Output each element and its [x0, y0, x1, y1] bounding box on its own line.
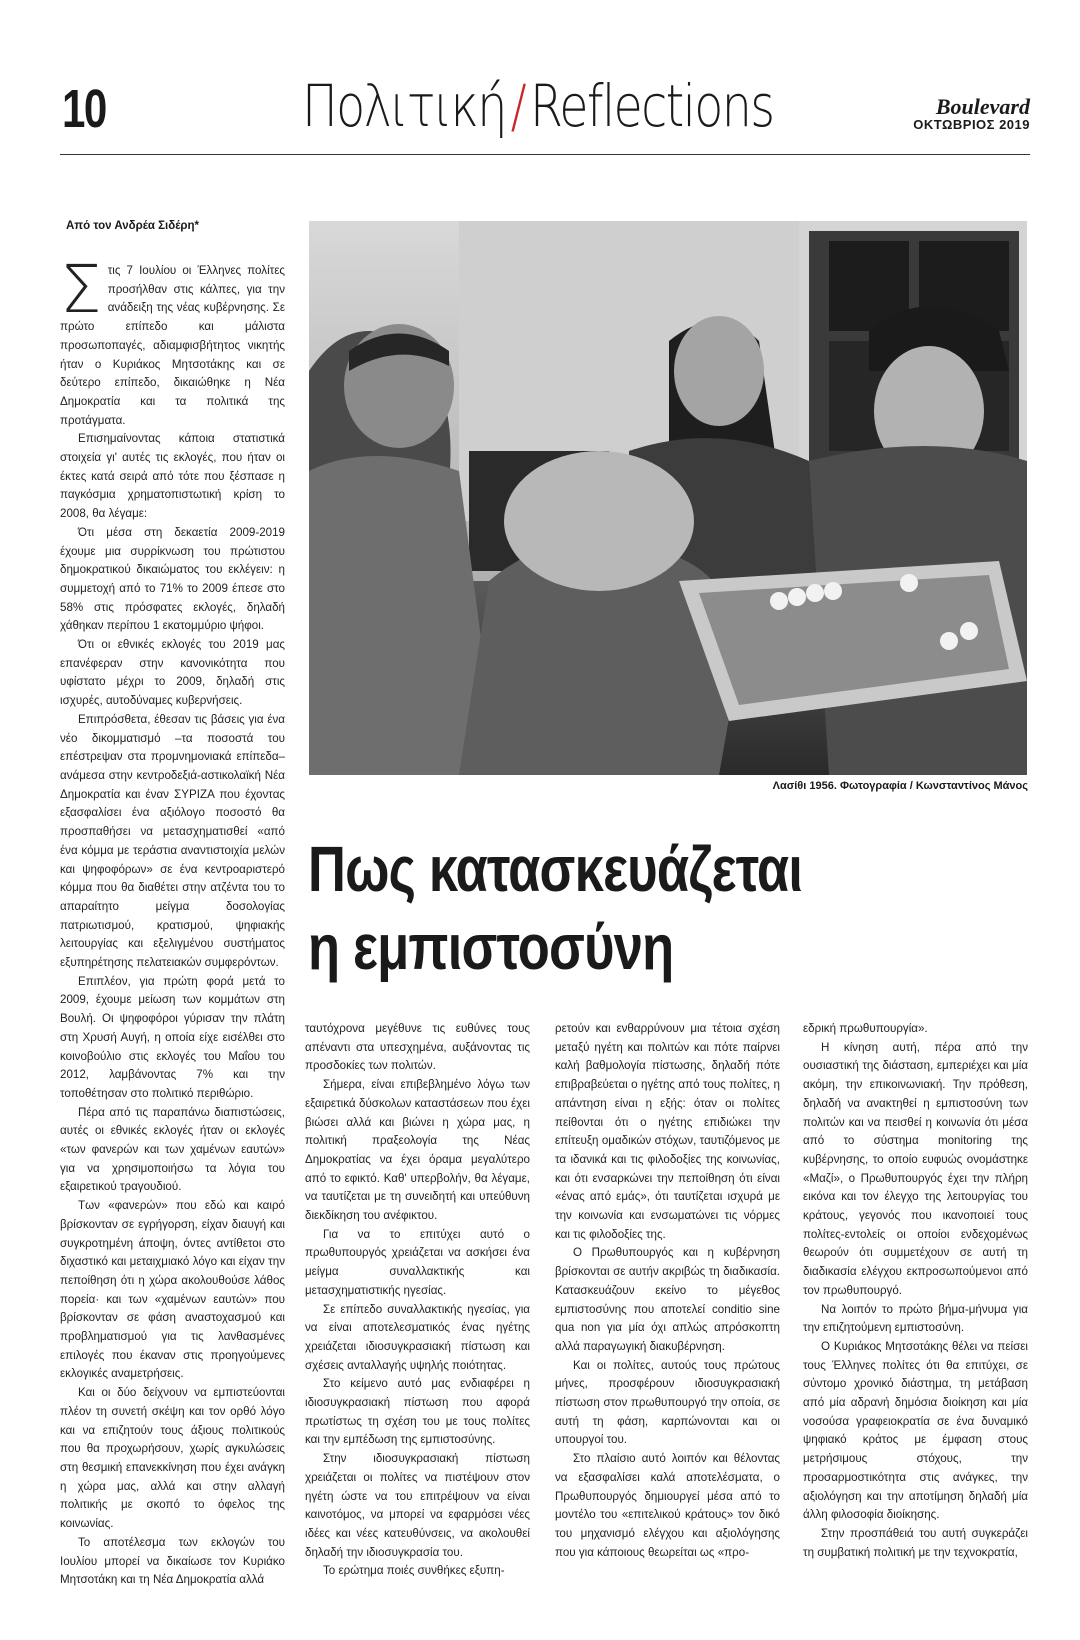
issue-date: ΟΚΤΩΒΡΙΟΣ 2019 — [913, 117, 1030, 132]
page-header — [0, 0, 1080, 160]
masthead-brand — [913, 94, 1030, 132]
section-title-english: Reflections — [529, 72, 774, 140]
section-title — [302, 72, 773, 140]
article-photo — [309, 221, 1027, 775]
paragraph: Ο Κυριάκος Μητσοτάκης θέλει να πείσει τους Έλληνες πολίτες ότι θα επιτύχει, σε σύντομο χρονικό διάστημα, τη μετάβαση από μία αδρανή δημόσια διοίκηση και μία νοσούσα γραφειοκρατία σε ένα δυναμικό ψηφιακό κράτος με έμφαση στους μετρήσιμους στόχους, την προσαρμοστικότητα στις ανάγκες, την αξιολόγηση και την αποτίμηση δηλαδή μία άλλη φιλοσοφία διοίκησης. — [803, 1339, 1028, 1522]
paragraph: Σήμερα, είναι επιβεβλημένο λόγω των εξαιρετικά δύσκολων καταστάσεων που έχει βιώσει αλλά και βιώνει η χώρα μας, η πολιτική πραξεολογία της Νέας Δημοκρατίας να έχει όραμα μεγαλύτερο από το εφικτό. Καθ' υπερβολήν, θα λέγαμε, να ταυτίζεται με τη συνειδητή και υπεύθυνη διεκδίκηση του ανέφικτου. — [305, 1078, 530, 1223]
paragraph: ταυτόχρονα μεγέθυνε τις ευθύνες τους απέναντι στα υπεσχημένα, αυξάνοντας τις προσδοκίες των πολιτών. — [305, 1022, 530, 1073]
page-number: 10 — [62, 79, 106, 139]
paragraph: Και οι πολίτες, αυτούς τους πρώτους μήνες, προσφέρουν ιδιοσυγκρασιακή πίστωση στον πρωθυπουργό την οποία, σε αυτή τη φάση, καρπώνονται και οι υπουργοί του. — [555, 1358, 780, 1447]
paragraph: Επιπρόσθετα, έθεσαν τις βάσεις για ένα νέο δικομματισμό –τα ποσοστά του επέστρεψαν στα προμνημονιακά επίπεδα– ανάμεσα στην κεντροδεξιά-αστικολαϊκή Νέα Δημοκρατία και έναν ΣΥΡΙΖΑ που έχοντας εξασφαλίσει ένα αξιόλογο ποσοστό θα προσπαθήσει να μετασχηματισθεί «από ένα κόμμα με τεράστια αναντιστοιχία μελών και ψηφοφόρων» σε ένα κεντροαριστερό κόμμα που θα διαθέτει στην ατζέντα του το απαραίτητο μείγμα δοσολογίας πατριωτισμού, κρατισμού, ψηφιακής λειτουργίας και εξελιγμένου συστήματος εξυπηρέτησης πελατειακών συμφερόντων. — [60, 712, 285, 970]
section-title-greek: Πολιτική — [302, 72, 506, 140]
paragraph: Στην ιδιοσυγκρασιακή πίστωση χρειάζεται οι πολίτες να πιστέψουν στον ηγέτη ώστε να του επιτρέψουν να είναι καινοτόμος, να μπορεί να εφαρμόσει νέες ιδέες και νέες κατευθύνσεις, να ακολουθεί δηλαδή την ιδιοσυγκρασία του. — [305, 1452, 530, 1559]
paragraph: Στην προσπάθειά του αυτή συγκεράζει τη συμβατική πολιτική με την τεχνοκρατία, — [803, 1526, 1028, 1559]
paragraph: Πέρα από τις παραπάνω διαπιστώσεις, αυτές οι εθνικές εκλογές ήταν οι εκλογές «των φανερών και των χαμένων εαυτών» για να χρησιμοποιήσω τα λόγια του εξαιρετικού τραγουδιού. — [60, 1105, 285, 1194]
article-column-1 — [60, 251, 285, 1590]
paragraph: Το αποτέλεσμα των εκλογών του Ιουλίου μπορεί να δικαίωσε τον Κυριάκο Μητσοτάκη και τη Νέα Δημοκρατία αλλά — [60, 1535, 285, 1587]
paragraph: Το ερώτημα ποιές συνθήκες εξυπη- — [323, 1564, 505, 1578]
paragraph: Ότι μέσα στη δεκαετία 2009-2019 έχουμε μια συρρίκνωση του πρώτιστου δημοκρατικού δικαιώματος του εκλέγειν: η συμμετοχή από το 71% το 2009 έπεσε στο 58% στις πρόσφατες εκλογές, δηλαδή χάθηκαν περίπου 1 εκατομμύριο ψήφοι. — [60, 525, 285, 633]
paragraph: Επιπλέον, για πρώτη φορά μετά το 2009, έχουμε μείωση των κομμάτων στη Βουλή. Οι ψηφοφόροι γύρισαν την πλάτη στη Χρυσή Αυγή, η οποία είχε εισέλθει στο κοινοβούλιο στις εκλογές του Μαΐου του 2012, λαμβάνοντας 7% και την τοποθέτησαν στο πολιτικό περιθώριο. — [60, 974, 285, 1100]
paragraph: ρετούν και ενθαρρύνουν μια τέτοια σχέση μεταξύ ηγέτη και πολιτών και πότε παίρνει καλή βαθμολογία πίστωσης, δηλαδή πότε επιβραβεύεται ο ηγέτης από τους πολίτες, η απάντηση είναι η εξής: όταν οι πολίτες πείθονται ότι ο ηγέτης επιδιώκει την επίτευξη ομαδικών στόχων, ταυτιζόμενος με τα ιδανικά και τις φιλοδοξίες της κοινωνίας, και ότι ενσαρκώνει την πεποίθηση ότι είναι «ένας από εμάς», ότι ταυτίζεται ισχυρά με την κοινωνία και ενσωματώνει τις νόρμες και τις φιλοδοξίες της. — [555, 1022, 780, 1241]
paragraph: Σε επίπεδο συναλλακτικής ηγεσίας, για να είναι αποτελεσματικός ένας ηγέτης χρειάζεται ιδιοσυγκρασιακή πίστωση και σχέσεις ανταλλαγής υψηλής ποιότητας. — [305, 1302, 530, 1372]
photo-backgammon-players — [309, 221, 1027, 775]
drop-cap: Σ — [60, 251, 102, 328]
brand-name: Boulevard — [935, 94, 1030, 119]
headline-line-1: Πως κατασκευάζεται — [308, 833, 803, 905]
byline: Από τον Ανδρέα Σιδέρη* — [66, 220, 200, 232]
article-column-2 — [305, 1020, 530, 1581]
article-headline — [308, 830, 802, 986]
article-column-3 — [555, 1020, 780, 1562]
photo-caption: Λασίθι 1956. Φωτογραφία / Κωνσταντίνος Μάνος — [772, 780, 1028, 792]
header-rule — [60, 154, 1030, 155]
paragraph: Στο κείμενο αυτό μας ενδιαφέρει η ιδιοσυγκρασιακή πίστωση που αφορά πρωτίστως τη σχέση του με τους πολίτες και την εμπέδωση της εμπιστοσύνης. — [305, 1377, 530, 1447]
paragraph: εδρική πρωθυπουργία». — [803, 1022, 928, 1035]
paragraph: Ότι οι εθνικές εκλογές του 2019 μας επανέφεραν στην κανονικότητα που υφίστατο μέχρι το 2009, δηλαδή στις ισχυρές, αυτοδύναμες κυβερνήσεις. — [60, 638, 285, 708]
paragraph: Των «φανερών» που εδώ και καιρό βρίσκονταν σε εγρήγορση, είχαν διαυγή και συγκροτημένη άποψη, όντες αντίθετοι στο διχαστικό και μεταιχμιακό λόγο και είχαν την πεποίθηση ότι η χώρα ακολουθούσε λάθος πορεία· και των «χαμένων εαυτών» που βρίσκονταν σε φάση αναστοχασμού και προβληματισμού για τις λανθασμένες επιλογές που έκαναν στις προηγούμενες εκλογικές αναμετρήσεις. — [60, 1199, 285, 1381]
article-column-4 — [803, 1020, 1028, 1562]
section-separator: / — [510, 72, 526, 140]
paragraph: Στο πλαίσιο αυτό λοιπόν και θέλοντας να εξασφαλίσει καλά αποτελέσματα, ο Πρωθυπουργός δημιουργεί μέσα από το μοντέλο του «επιτελικού κράτους» τον δικό του μηχανισμό ελέγχου και αξιολόγησης που για κάποιους θεωρείται ως «προ- — [555, 1452, 780, 1559]
paragraph: Για να το επιτύχει αυτό ο πρωθυπουργός χρειάζεται να ασκήσει ένα μείγμα συναλλακτικής και μετασχηματιστικής ηγεσίας. — [305, 1227, 530, 1297]
paragraph: Η κίνηση αυτή, πέρα από την ουσιαστική της διάσταση, εμπεριέχει και μία ακόμη, την επικοινωνιακή. Την πρόθεση, δηλαδή να ανακτηθεί η εμπιστοσύνη των πολιτών και να πεισθεί η κοινωνία ότι μέσα από το σύστημα monitoring της κυβέρνησης, το οποίο ευφυώς ονομάστηκε «Μαζί», ο Πρωθυπουργός έχει την πλήρη εικόνα και τον έλεγχο της λειτουργίας του κράτους, γεγονός που ικανοποιεί τους πολίτες-εντολείς οι οποίοι ενδεχομένως θεωρούν ότι συμμετέχουν σε αυτή τη διαδικασία ελέγχου εκπροσωπούμενοι από τον πρωθυπουργό. — [803, 1040, 1028, 1297]
paragraph: Ο Πρωθυπουργός και η κυβέρνηση βρίσκονται σε αυτήν ακριβώς τη διαδικασία. Κατασκευάζουν εκείνο το μέγεθος εμπιστοσύνης που αποτελεί conditio sine qua non για μία όχι απλώς απρόσκοπτη αλλά παραγωγική διακυβέρνηση. — [555, 1246, 780, 1353]
paragraph: Να λοιπόν το πρώτο βήμα-μήνυμα για την επιζητούμενη εμπιστοσύνη. — [803, 1302, 1028, 1335]
paragraph: τις 7 Ιουλίου οι Έλληνες πολίτες προσήλθαν στις κάλπες, για την ανάδειξη της νέας κυβέρνησης. Σε πρώτο επίπεδο και μάλιστα προσωποπαγές, αδιαμφισβήτητος νικητής ήταν ο Κυριάκος Μητσοτάκης και σε δεύτερο επίπεδο, δικαιώθηκε η Νέα Δημοκρατία και τα πολιτικά της προτάγματα. — [60, 264, 285, 427]
headline-line-2: η εμπιστοσύνη — [308, 911, 674, 983]
paragraph: Και οι δύο δείχνουν να εμπιστεύονται πλέον τη συνετή σκέψη και τον ορθό λόγο και να επιζητούν τους άξιους πολιτικούς που θα προχωρήσουν, χωρίς αγκυλώσεις στη θεσμική επανεκκίνηση που έχει ανάγκη η χώρα μας, αλλά και στην αλλαγή πολιτικής με σκοπό το όφελος της κοινωνίας. — [60, 1386, 285, 1531]
paragraph: Επισημαίνοντας κάποια στατιστικά στοιχεία γι' αυτές τις εκλογές, που ήταν οι έκτες κατά σειρά από τότε που ξέσπασε η παγκόσμια χρηματοπιστωτική κρίση το 2008, θα λέγαμε: — [60, 432, 285, 521]
